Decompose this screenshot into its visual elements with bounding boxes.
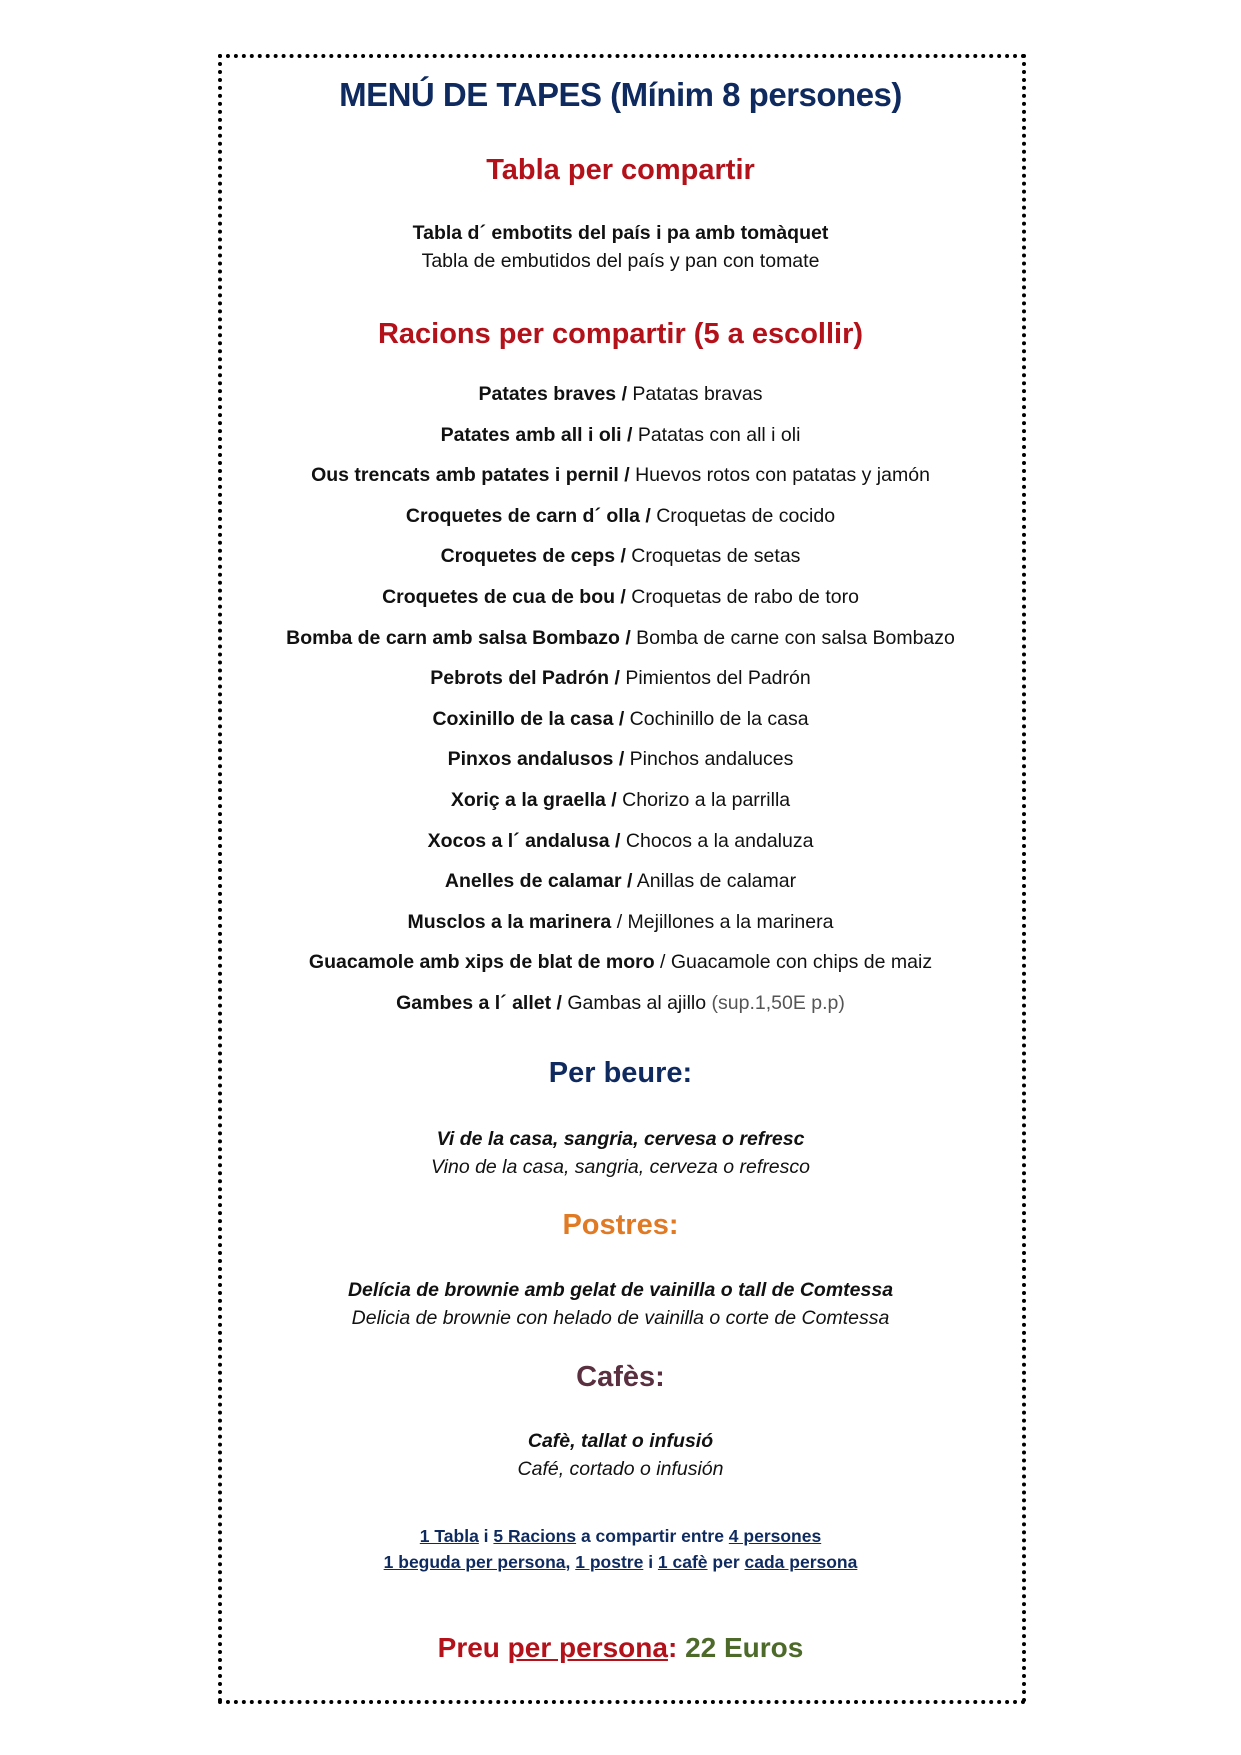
list-item bbox=[0, 705, 1241, 746]
item-ca: Musclos a la marinera bbox=[407, 910, 612, 933]
price-label-underlined: per persona bbox=[507, 1632, 668, 1663]
note-text: i bbox=[643, 1552, 658, 1572]
list-item bbox=[0, 786, 1241, 827]
item-es: Pinchos andaluces bbox=[624, 748, 794, 771]
item-es: Patatas bravas bbox=[627, 383, 763, 405]
item-ca: Xoriç a la graella / bbox=[450, 788, 617, 811]
item-ca: Croquetes de carn d´ olla / bbox=[405, 504, 651, 527]
item-es: Gambas al ajillo bbox=[561, 991, 712, 1014]
note-line-1 bbox=[0, 1523, 1241, 1549]
list-item bbox=[0, 583, 1241, 624]
item-es: Huevos rotos con patatas y jamón bbox=[629, 464, 930, 487]
price-amount: 22 Euros bbox=[685, 1632, 804, 1663]
price-line bbox=[0, 1632, 1241, 1664]
item-es: / Guacamole con chips de maiz bbox=[654, 951, 933, 974]
item-ca: Guacamole amb xips de blat de moro bbox=[308, 951, 655, 974]
note-text: , bbox=[565, 1552, 576, 1572]
cafes-item-es: Café, cortado o infusión bbox=[517, 1458, 724, 1480]
note-cafe: 1 cafè bbox=[657, 1552, 708, 1572]
tabla-item-es: Tabla de embutidos del país y pan con tomate bbox=[421, 250, 820, 272]
list-item bbox=[0, 745, 1241, 786]
beure-item-es: Vino de la casa, sangria, cerveza o refresco bbox=[430, 1156, 810, 1178]
list-item bbox=[0, 380, 1241, 421]
list-item bbox=[0, 867, 1241, 908]
item-ca: Xocos a l´ andalusa / bbox=[427, 829, 621, 852]
item-ca: Bomba de carn amb salsa Bombazo / bbox=[286, 626, 631, 649]
cafes-item-ca: Cafè, tallat o infusió bbox=[527, 1430, 714, 1452]
note-tabla: 1 Tabla bbox=[419, 1526, 479, 1546]
item-es: Croquetas de setas bbox=[625, 545, 801, 568]
item-es: Anillas de calamar bbox=[632, 870, 797, 893]
list-item bbox=[0, 989, 1241, 1030]
beure-item-ca: Vi de la casa, sangria, cervesa o refresc bbox=[436, 1128, 805, 1150]
item-es: Chorizo a la parrilla bbox=[616, 788, 791, 811]
section-heading-cafes: Cafès: bbox=[576, 1361, 665, 1393]
item-es: Patatas con all i oli bbox=[632, 423, 801, 446]
note-text: a compartir entre bbox=[576, 1526, 729, 1546]
item-es: / Mejillones a la marinera bbox=[611, 910, 834, 933]
section-heading-beure: Per beure: bbox=[548, 1057, 693, 1089]
note-cada-persona: cada persona bbox=[744, 1552, 858, 1572]
item-ca: Anelles de calamar / bbox=[444, 870, 633, 893]
supplement-note: (sup.1,50E p.p) bbox=[711, 991, 845, 1014]
item-ca: Gambes a l´ allet / bbox=[396, 991, 562, 1014]
list-item bbox=[0, 827, 1241, 868]
section-heading-tabla: Tabla per compartir bbox=[486, 154, 755, 186]
racions-list bbox=[0, 380, 1241, 1030]
item-es: Chocos a la andaluza bbox=[620, 829, 814, 852]
section-heading-postres: Postres: bbox=[562, 1209, 679, 1241]
item-es: Bomba de carne con salsa Bombazo bbox=[630, 626, 955, 649]
note-line-2 bbox=[0, 1549, 1241, 1575]
note-text: i bbox=[478, 1526, 494, 1546]
postres-item-es: Delicia de brownie con helado de vainilla o corte de Comtessa bbox=[351, 1307, 890, 1329]
item-ca: Patates amb all i oli / bbox=[440, 423, 633, 446]
note-beguda: 1 beguda per persona bbox=[383, 1552, 566, 1572]
item-ca: Croquetes de cua de bou / bbox=[382, 585, 626, 608]
item-es: Croquetas de rabo de toro bbox=[625, 585, 859, 608]
item-es: Pimientos del Padrón bbox=[619, 667, 811, 690]
postres-item-ca: Delícia de brownie amb gelat de vainilla o tall de Comtessa bbox=[347, 1279, 894, 1301]
note-racions: 5 Racions bbox=[493, 1526, 577, 1546]
list-item bbox=[0, 624, 1241, 665]
list-item bbox=[0, 461, 1241, 502]
item-es: Cochinillo de la casa bbox=[624, 707, 809, 730]
note-postre: 1 postre bbox=[575, 1552, 644, 1572]
item-ca: Croquetes de ceps / bbox=[440, 545, 626, 568]
menu-title: MENÚ DE TAPES (Mínim 8 persones) bbox=[339, 76, 902, 113]
list-item bbox=[0, 664, 1241, 705]
list-item bbox=[0, 908, 1241, 949]
item-ca: Pinxos andalusos / bbox=[447, 748, 625, 771]
list-item bbox=[0, 542, 1241, 583]
price-label: Preu bbox=[437, 1632, 508, 1663]
item-es: Croquetas de cocido bbox=[650, 504, 836, 527]
note-text: per bbox=[707, 1552, 745, 1572]
tabla-item-ca: Tabla d´ embotits del país i pa amb tomàquet bbox=[412, 222, 829, 244]
price-colon: : bbox=[667, 1632, 686, 1663]
list-item bbox=[0, 502, 1241, 543]
item-ca: Patates braves / bbox=[478, 383, 627, 405]
note-persones: 4 persones bbox=[728, 1526, 822, 1546]
item-ca: Coxinillo de la casa / bbox=[432, 707, 625, 730]
item-ca: Pebrots del Padrón / bbox=[430, 667, 620, 690]
list-item bbox=[0, 948, 1241, 989]
list-item bbox=[0, 421, 1241, 462]
item-ca: Ous trencats amb patates i pernil / bbox=[311, 464, 630, 487]
section-heading-racions: Racions per compartir (5 a escollir) bbox=[377, 318, 864, 350]
